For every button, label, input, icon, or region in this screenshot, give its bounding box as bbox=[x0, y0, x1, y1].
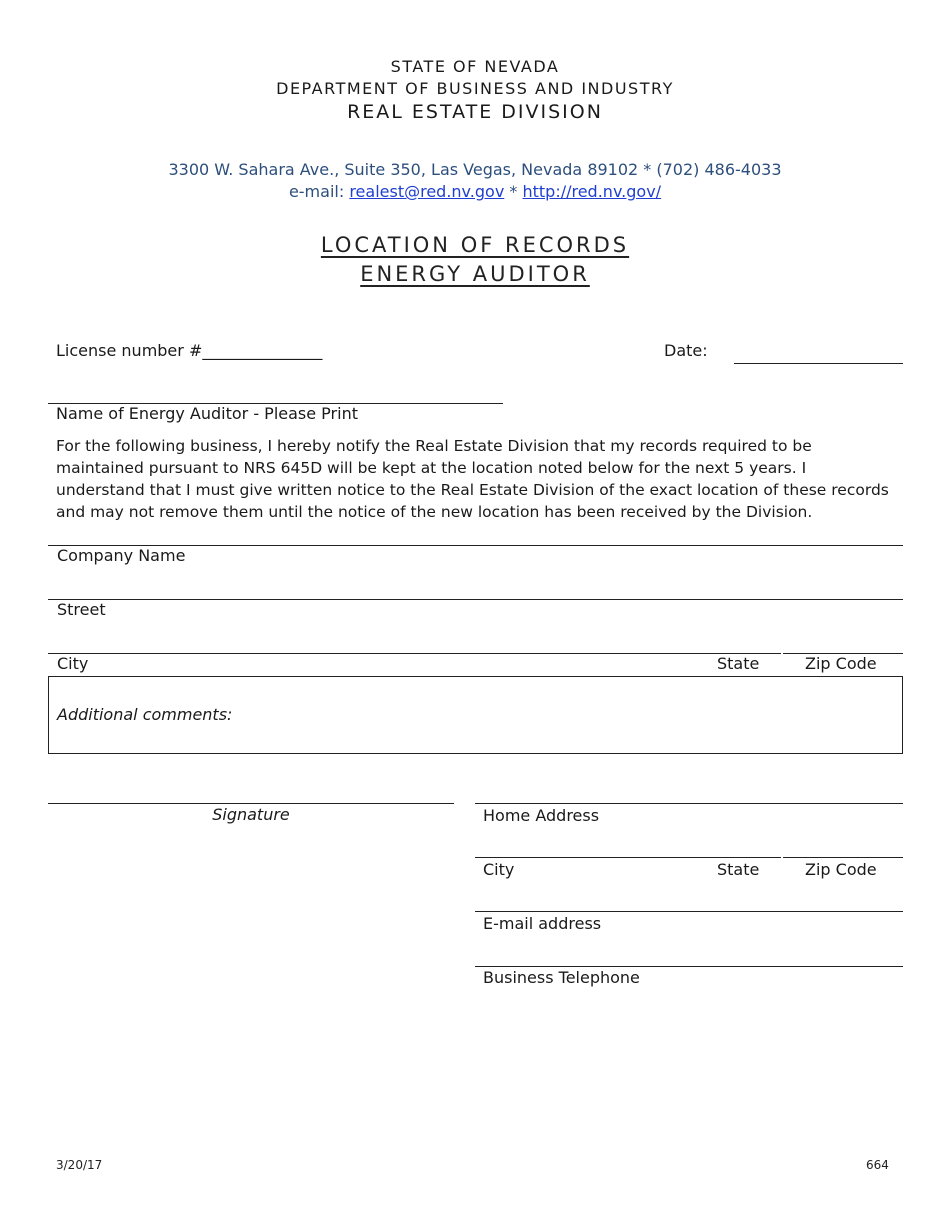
date-field-line[interactable] bbox=[734, 363, 903, 364]
signature-line[interactable] bbox=[48, 803, 454, 804]
auditor-name-label: Name of Energy Auditor - Please Print bbox=[56, 404, 358, 423]
website-link[interactable]: http://red.nv.gov/ bbox=[522, 182, 662, 201]
zip-code-label: Zip Code bbox=[805, 654, 877, 673]
form-title-line1: LOCATION OF RECORDS bbox=[320, 233, 630, 257]
agency-contact-line bbox=[0, 182, 950, 201]
additional-comments-box[interactable] bbox=[48, 676, 903, 754]
contact-separator: * bbox=[509, 182, 518, 201]
home-city-line[interactable] bbox=[475, 857, 781, 858]
city-label: City bbox=[57, 654, 89, 673]
agency-division: REAL ESTATE DIVISION bbox=[347, 101, 603, 123]
notice-paragraph: For the following business, I hereby notify the Real Estate Division that my records required to be maintained pursuant to NRS 645D will be kept at the location noted below for the next 5 years. I understand that I must give written notice to the Real Estate Division of the exact location of these records and may not remove them until the notice of the new location has been received by the Division. bbox=[56, 437, 889, 521]
revision-date: 3/20/17 bbox=[56, 1158, 103, 1172]
home-address-line[interactable] bbox=[475, 803, 903, 804]
business-telephone-label: Business Telephone bbox=[483, 968, 640, 987]
date-label: Date: bbox=[664, 341, 708, 360]
email-address-line[interactable] bbox=[475, 911, 903, 912]
home-address-label: Home Address bbox=[483, 806, 600, 825]
street-line[interactable] bbox=[48, 599, 903, 600]
email-prefix: e-mail: bbox=[288, 182, 345, 201]
license-number-field[interactable] bbox=[56, 341, 322, 360]
home-city-label: City bbox=[483, 860, 515, 879]
form-number: 664 bbox=[866, 1158, 889, 1172]
business-telephone-line[interactable] bbox=[475, 966, 903, 967]
form-title-line2: ENERGY AUDITOR bbox=[360, 262, 590, 286]
license-number-blank: _______________ bbox=[202, 341, 323, 360]
home-zip-code-label: Zip Code bbox=[805, 860, 877, 879]
agency-address: 3300 W. Sahara Ave., Suite 350, Las Vegas, Nevada 89102 * (702) 486-4033 bbox=[168, 160, 782, 179]
agency-state: STATE OF NEVADA bbox=[390, 57, 560, 76]
home-state-label: State bbox=[717, 860, 760, 879]
license-number-label: License number # bbox=[56, 341, 203, 360]
agency-department: DEPARTMENT OF BUSINESS AND INDUSTRY bbox=[276, 79, 674, 98]
home-zip-code-line[interactable] bbox=[783, 857, 903, 858]
signature-label: Signature bbox=[212, 805, 290, 824]
city-line[interactable] bbox=[48, 653, 781, 654]
email-link[interactable]: realest@red.nv.gov bbox=[349, 182, 505, 201]
company-name-label: Company Name bbox=[57, 546, 186, 565]
state-label: State bbox=[717, 654, 760, 673]
additional-comments-label: Additional comments: bbox=[57, 705, 233, 724]
email-address-label: E-mail address bbox=[483, 914, 602, 933]
street-label: Street bbox=[57, 600, 106, 619]
